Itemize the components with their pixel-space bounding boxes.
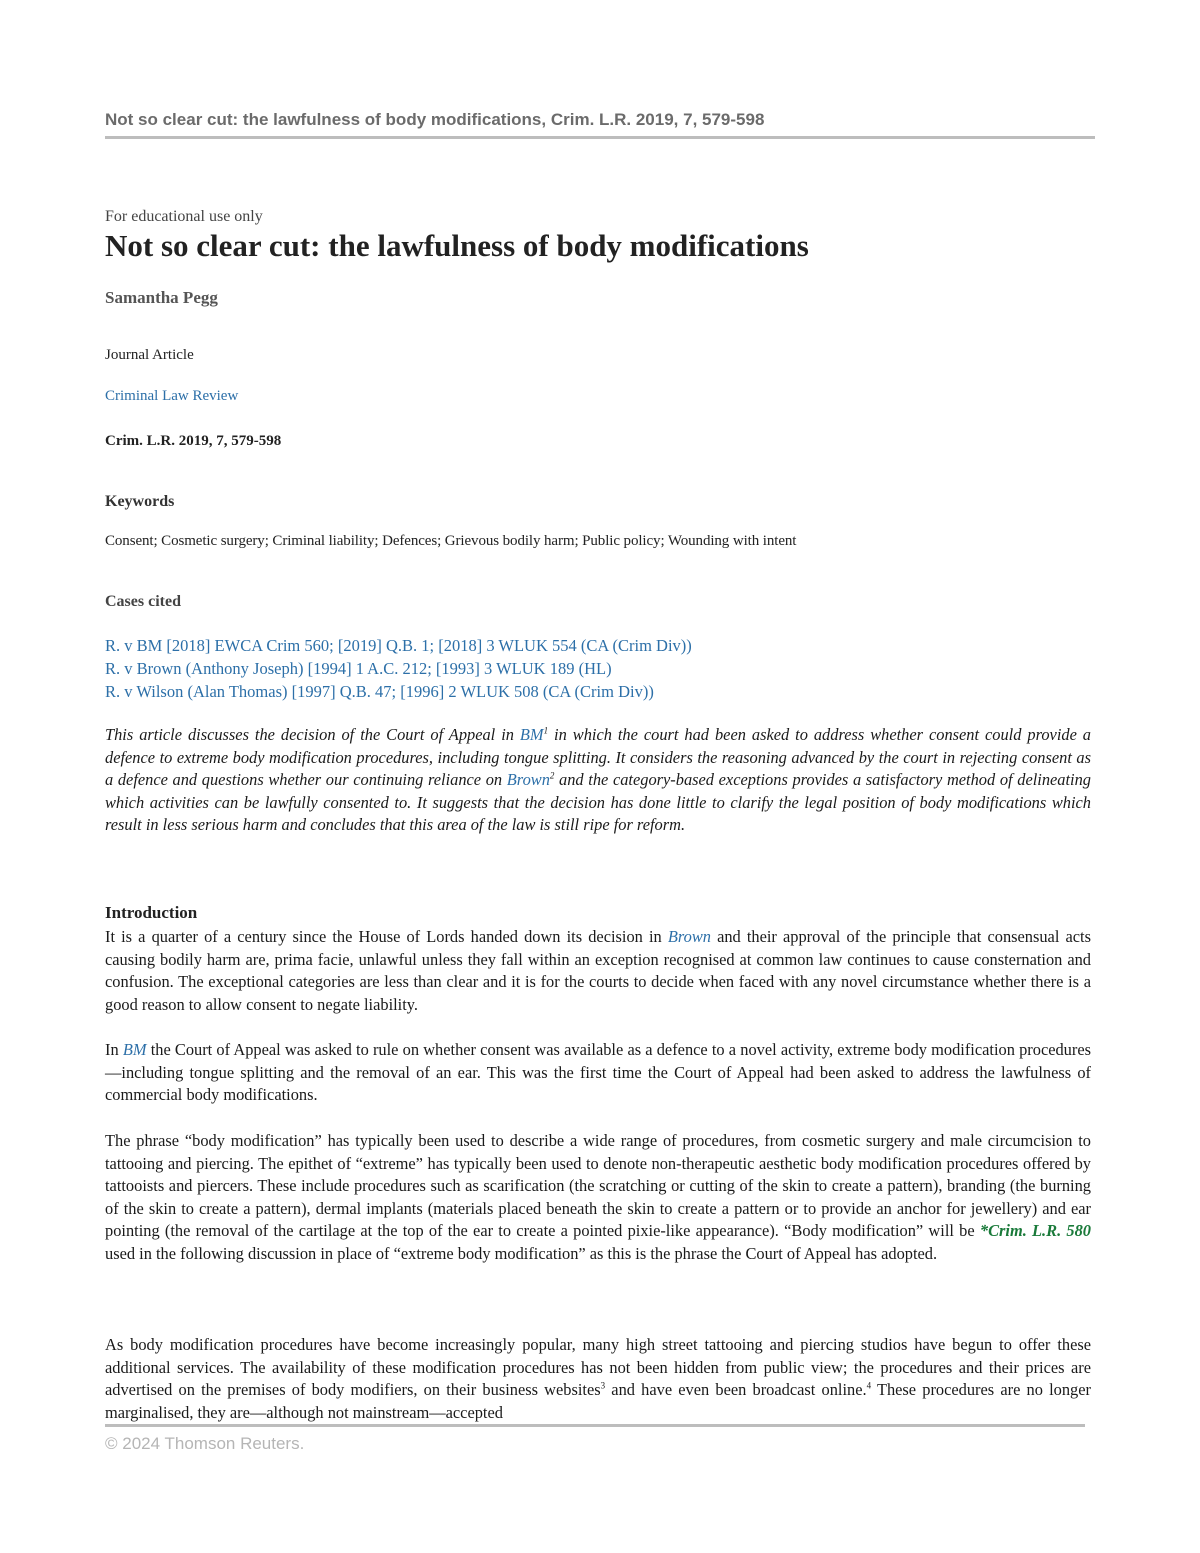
cases-cited-heading: Cases cited [105, 593, 181, 610]
case-link-wilson[interactable]: R. v Wilson (Alan Thomas) [1997] Q.B. 47; [1996] 2 WLUK 508 (CA (Crim Div)) [105, 682, 654, 701]
document-type: Journal Article [105, 347, 194, 363]
introduction-heading: Introduction [105, 903, 198, 922]
running-header: Not so clear cut: the lawfulness of body modifications, Crim. L.R. 2019, 7, 579-598 [105, 110, 1095, 139]
footer-divider [105, 1424, 1085, 1427]
case-link-brown[interactable]: R. v Brown (Anthony Joseph) [1994] 1 A.C. 212; [1993] 3 WLUK 189 (HL) [105, 659, 612, 678]
footer-copyright: © 2024 Thomson Reuters. [105, 1434, 305, 1453]
educational-use-note: For educational use only [105, 208, 263, 225]
case-link-bm[interactable]: R. v BM [2018] EWCA Crim 560; [2019] Q.B. 1; [2018] 3 WLUK 554 (CA (Crim Div)) [105, 636, 692, 655]
footnote-ref[interactable]: 3 [600, 1380, 606, 1391]
author-name: Samantha Pegg [105, 288, 218, 307]
body-paragraph: As body modification procedures have become increasingly popular, many high street tattooing and piercing studios have begun to offer these additional services. The availability of these modification procedures has not been hidden from public view; the procedures and their prices are advertised on the premises of body modifiers, on their business websites$^3$ and have even been broadcast online.$^4$ These procedures are no longer marginalised, they are—although not mainstream—accepted [105, 1335, 1091, 1422]
body-paragraph: It is a quarter of a century since the House of Lords handed down its decision in Brown and their approval of the principle that consensual acts causing bodily harm are, prima facie, unlawful unless they fall within an exception recognised at common law continues to cause consternation and confusion. The exceptional categories are less than clear and it is for the courts to decide when faced with any novel circumstance whether there is a good reason to allow consent to negate liability. [105, 927, 1091, 1014]
case-ref-brown[interactable]: Brown [506, 770, 550, 790]
abstract: This article discusses the decision of the Court of Appeal in $BM^1$ in which the court had been asked to address whether consent could provide a defence to extreme body modification procedures, including tongue splitting. It considers the reasoning advanced by the court in rejecting consent as a defence and questions whether our continuing reliance on Brown$^2$ and the category-based exceptions provides a satisfactory method of delineating which activities can be lawfully consented to. It suggests that the decision has done little to clarify the legal position of body modifications which result in less serious harm and concludes that this area of the law is still ripe for reform. [105, 725, 1091, 835]
keywords-heading: Keywords [105, 493, 175, 510]
citation: Crim. L.R. 2019, 7, 579-598 [105, 433, 282, 449]
footnote-ref[interactable]: 2 [549, 770, 555, 781]
keywords-text: Consent; Cosmetic surgery; Criminal liability; Defences; Grievous bodily harm; Public policy; Wounding with intent [105, 533, 797, 549]
journal-link[interactable]: Criminal Law Review [105, 388, 239, 404]
footnote-ref[interactable]: 1 [543, 725, 549, 736]
body-paragraph: The phrase “body modification” has typically been used to describe a wide range of procedures, from cosmetic surgery and male circumcision to tattooing and piercing. The epithet of “extreme” has typically been used to denote non-therapeutic aesthetic body modification procedures offered by tattooists and piercers. These include procedures such as scarification (the scratching or cutting of the skin to create a pattern), branding (the burning of the skin to create a pattern), dermal implants (materials placed beneath the skin to create a pattern or to provide an anchor for jewellery) and ear pointing (the removal of the cartilage at the top of the ear to create a pointed pixie-like appearance). “Body modification” will be *Crim. L.R. 580 used in the following discussion in place of “extreme body modification” as this is the phrase the Court of Appeal has adopted. [105, 1131, 1092, 1263]
page-marker: *Crim. L.R. 580 [979, 1221, 1092, 1241]
case-ref-brown[interactable]: Brown [667, 927, 711, 946]
cases-cited-list [105, 634, 692, 703]
footnote-ref[interactable]: 4 [866, 1380, 872, 1391]
article-title: Not so clear cut: the lawfulness of body modifications [105, 228, 809, 263]
case-ref-bm[interactable]: BM [122, 1040, 147, 1059]
body-paragraph: In BM the Court of Appeal was asked to rule on whether consent was available as a defence to a novel activity, extreme body modification procedures—including tongue splitting and the removal of an ear. This was the first time the Court of Appeal had been asked to address the lawfulness of commercial body modifications. [105, 1040, 1091, 1105]
case-ref-bm[interactable]: BM [519, 725, 544, 744]
